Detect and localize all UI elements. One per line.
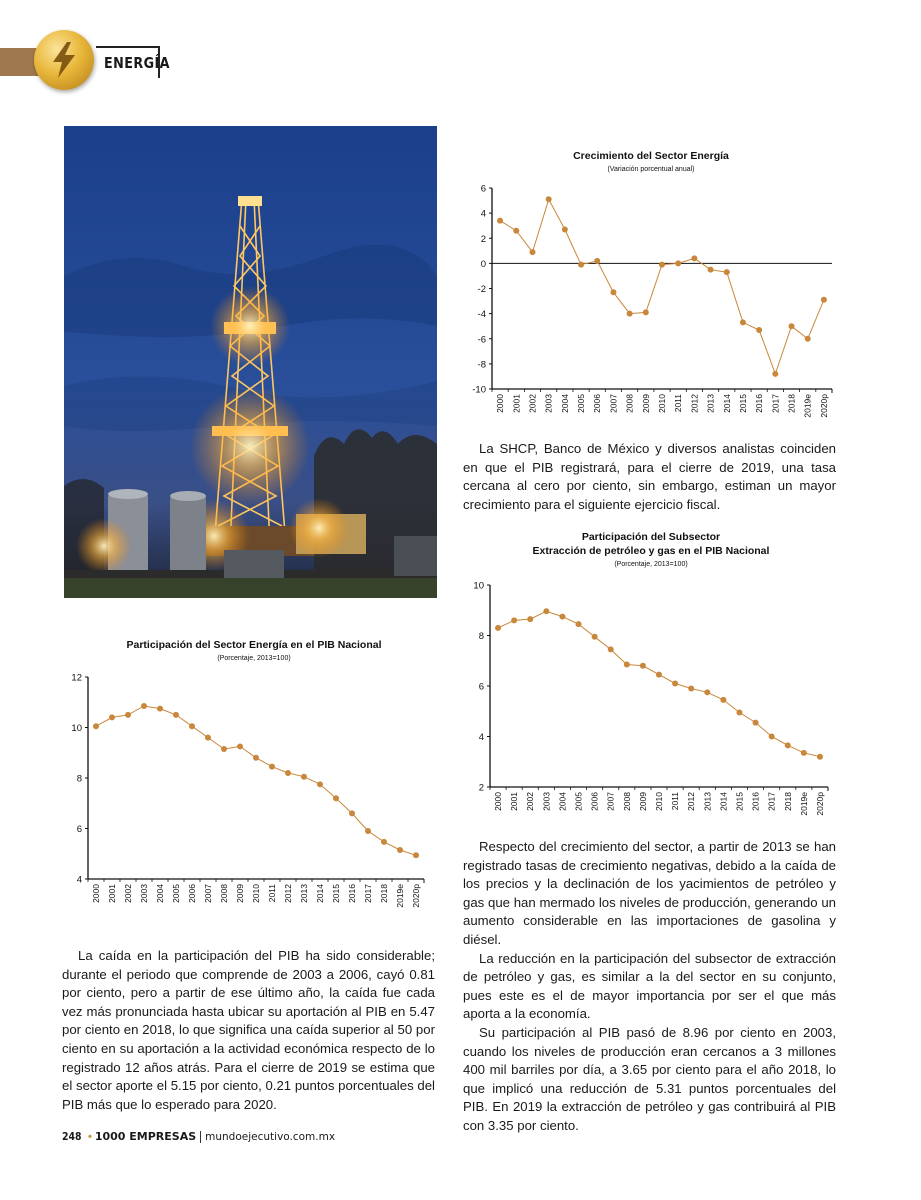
y-tick-label: 8 bbox=[478, 631, 484, 642]
paragraph: Respecto del crecimiento del sector, a partir de 2013 se han registrado tasas de crecimiento negativas, debido a la caída de los precios y la declinación de los yacimientos de petróleo y gas que han mermado los niveles de producción, generando un aumento considerable en las importaciones de gasolina y diésel. bbox=[463, 839, 836, 947]
paragraph: La reducción en la participación del subsector de extracción de petróleo y gas, es similar a la del sector en su conjunto, pues este es el de mayor importancia por ser el que más aporta a la economía. bbox=[463, 950, 836, 1022]
data-point bbox=[576, 621, 582, 627]
x-tick-label: 2011 bbox=[673, 394, 684, 413]
article-text-right-top bbox=[463, 440, 836, 514]
chart-title: Crecimiento del Sector Energía bbox=[573, 150, 729, 162]
x-tick-label: 2007 bbox=[608, 394, 619, 413]
y-tick-label: 6 bbox=[480, 183, 486, 195]
data-point bbox=[704, 689, 710, 695]
y-tick-label: -6 bbox=[477, 334, 486, 346]
x-tick-label: 2006 bbox=[589, 792, 600, 811]
x-tick-label: 2003 bbox=[543, 394, 554, 413]
x-tick-label: 2013 bbox=[299, 884, 309, 903]
x-tick-label: 2009 bbox=[235, 884, 245, 903]
y-tick-label: 4 bbox=[76, 874, 82, 886]
data-point bbox=[317, 781, 323, 787]
x-tick-label: 2003 bbox=[139, 884, 149, 903]
chart-svg bbox=[456, 144, 846, 424]
x-tick-label: 2007 bbox=[203, 884, 213, 903]
y-tick-label: -8 bbox=[477, 359, 486, 371]
y-tick-label: 10 bbox=[473, 580, 484, 592]
data-point bbox=[610, 289, 616, 295]
y-tick-label: -2 bbox=[477, 284, 486, 295]
data-point bbox=[513, 228, 519, 234]
data-point bbox=[740, 319, 746, 325]
x-tick-label: 2016 bbox=[347, 884, 357, 903]
chart-title: Participación del Subsector bbox=[581, 531, 721, 543]
x-tick-label: 2001 bbox=[509, 792, 520, 811]
data-point bbox=[125, 712, 131, 718]
lightning-bolt-icon bbox=[34, 30, 94, 90]
x-tick-label: 2008 bbox=[624, 394, 635, 413]
data-point bbox=[688, 686, 694, 692]
chart-svg bbox=[58, 632, 438, 912]
data-point bbox=[269, 764, 275, 770]
y-tick-label: -4 bbox=[477, 309, 486, 321]
data-point bbox=[349, 810, 355, 816]
data-point bbox=[157, 706, 163, 712]
data-point bbox=[720, 697, 726, 703]
chart-subtitle: (Porcentaje, 2013=100) bbox=[614, 561, 688, 568]
x-tick-label: 2018 bbox=[379, 884, 389, 903]
series-line bbox=[500, 199, 824, 374]
x-tick-label: 2019e bbox=[395, 884, 405, 908]
data-point bbox=[529, 249, 535, 255]
x-tick-label: 2019e bbox=[798, 792, 809, 816]
data-point bbox=[511, 617, 517, 623]
data-point bbox=[562, 226, 568, 232]
x-tick-label: 2005 bbox=[171, 884, 181, 903]
data-point bbox=[624, 662, 630, 668]
data-point bbox=[801, 750, 807, 756]
x-tick-label: 2020p bbox=[411, 884, 421, 908]
website-url: mundoejecutivo.com.mx bbox=[205, 1130, 336, 1143]
x-tick-label: 2014 bbox=[718, 792, 729, 811]
y-tick-label: -10 bbox=[472, 384, 486, 396]
y-tick-label: 0 bbox=[480, 258, 486, 270]
x-tick-label: 2002 bbox=[123, 884, 133, 903]
x-tick-label: 2006 bbox=[187, 884, 197, 903]
magazine-name: 1000 EMPRESAS bbox=[94, 1130, 197, 1143]
data-point bbox=[189, 723, 195, 729]
chart-svg bbox=[456, 524, 846, 824]
x-tick-label: 2007 bbox=[605, 792, 616, 811]
data-point bbox=[497, 218, 503, 224]
data-point bbox=[772, 371, 778, 377]
chart-participacion-subsector bbox=[456, 524, 846, 824]
data-point bbox=[785, 742, 791, 748]
x-tick-label: 2008 bbox=[219, 884, 229, 903]
data-point bbox=[333, 795, 339, 801]
x-tick-label: 2009 bbox=[640, 394, 651, 413]
data-point bbox=[253, 755, 259, 761]
footer-divider bbox=[200, 1131, 201, 1143]
data-point bbox=[672, 680, 678, 686]
x-tick-label: 2013 bbox=[705, 394, 716, 413]
data-point bbox=[594, 258, 600, 264]
x-tick-label: 2011 bbox=[670, 792, 681, 811]
data-point bbox=[753, 720, 759, 726]
x-tick-label: 2000 bbox=[91, 884, 101, 903]
data-point bbox=[675, 260, 681, 266]
chart-participacion-sector-energia bbox=[58, 632, 438, 912]
x-tick-label: 2005 bbox=[576, 394, 587, 413]
data-point bbox=[109, 714, 115, 720]
x-tick-label: 2015 bbox=[737, 394, 748, 413]
y-tick-label: 12 bbox=[71, 672, 82, 684]
x-tick-label: 2004 bbox=[559, 394, 570, 413]
y-tick-label: 10 bbox=[71, 723, 82, 734]
x-tick-label: 2017 bbox=[770, 394, 781, 413]
data-point bbox=[608, 646, 614, 652]
data-point bbox=[413, 852, 419, 858]
data-point bbox=[708, 267, 714, 273]
x-tick-label: 2012 bbox=[689, 394, 700, 413]
x-tick-label: 2011 bbox=[267, 884, 277, 903]
data-point bbox=[397, 847, 403, 853]
chart-title: Participación del Sector Energía en el PIB Nacional bbox=[126, 639, 382, 651]
data-point bbox=[173, 712, 179, 718]
data-point bbox=[543, 608, 549, 614]
data-point bbox=[93, 723, 99, 729]
data-point bbox=[691, 255, 697, 261]
x-tick-label: 2008 bbox=[621, 792, 632, 811]
data-point bbox=[221, 746, 227, 752]
x-tick-label: 2019e bbox=[802, 394, 813, 418]
x-tick-label: 2014 bbox=[315, 884, 325, 903]
y-tick-label: 6 bbox=[478, 681, 484, 693]
data-point bbox=[627, 311, 633, 317]
x-tick-label: 2015 bbox=[734, 792, 745, 811]
x-tick-label: 2012 bbox=[283, 884, 293, 903]
y-tick-label: 4 bbox=[478, 732, 484, 743]
x-tick-label: 2002 bbox=[525, 792, 536, 811]
x-tick-label: 2017 bbox=[363, 884, 373, 903]
paragraph: Su participación al PIB pasó de 8.96 por ciento en 2003, cuando los niveles de producción eran cercanos a 3 millones 400 mil barriles por día, a 3.65 por ciento para el año 2018, lo que implicó una reducción de 5.31 puntos porcentuales del PIB. En 2019 la extracción de petróleo y gas contribuirá al PIB con 3.35 por ciento. bbox=[463, 1024, 836, 1133]
data-point bbox=[659, 262, 665, 268]
paragraph: La SHCP, Banco de México y diversos analistas coinciden en que el PIB registrará, para el cierre de 2019, una tasa cercana al cero por ciento, sin embargo, estiman un mayor crecimiento para el siguiente ejercicio fiscal. bbox=[463, 441, 836, 512]
chart-subtitle: (Porcentaje, 2013=100) bbox=[217, 655, 291, 662]
x-tick-label: 2010 bbox=[251, 884, 261, 903]
data-point bbox=[381, 839, 387, 845]
data-point bbox=[805, 336, 811, 342]
data-point bbox=[141, 703, 147, 709]
data-point bbox=[205, 735, 211, 741]
data-point bbox=[559, 614, 565, 620]
data-point bbox=[237, 743, 243, 749]
x-tick-label: 2009 bbox=[637, 792, 648, 811]
x-tick-label: 2016 bbox=[754, 394, 765, 413]
data-point bbox=[769, 734, 775, 740]
y-tick-label: 8 bbox=[76, 773, 82, 785]
x-tick-label: 2000 bbox=[493, 792, 504, 811]
chart-crecimiento-sector-energia bbox=[456, 144, 846, 424]
data-point bbox=[495, 625, 501, 631]
y-tick-label: 2 bbox=[480, 233, 486, 245]
y-tick-label: 2 bbox=[478, 782, 484, 794]
data-point bbox=[546, 196, 552, 202]
x-tick-label: 2010 bbox=[654, 792, 664, 811]
x-tick-label: 2001 bbox=[511, 394, 522, 413]
x-tick-label: 2000 bbox=[495, 394, 506, 413]
article-text-left bbox=[62, 947, 435, 1114]
x-tick-label: 2003 bbox=[541, 792, 552, 811]
data-point bbox=[736, 710, 742, 716]
x-tick-label: 2018 bbox=[786, 394, 797, 413]
x-tick-label: 2017 bbox=[766, 792, 777, 811]
data-point bbox=[817, 754, 823, 760]
x-tick-label: 2015 bbox=[331, 884, 341, 903]
x-tick-label: 2006 bbox=[592, 394, 603, 413]
article-text-right-bottom bbox=[463, 838, 836, 1136]
x-tick-label: 2004 bbox=[155, 884, 165, 903]
x-tick-label: 2020p bbox=[818, 394, 829, 418]
chart-title-line2: Extracción de petróleo y gas en el PIB Nacional bbox=[532, 545, 770, 557]
data-point bbox=[789, 323, 795, 329]
data-point bbox=[592, 634, 598, 640]
x-tick-label: 2002 bbox=[527, 394, 538, 413]
page-footer bbox=[62, 1130, 335, 1143]
x-tick-label: 2001 bbox=[107, 884, 117, 903]
data-point bbox=[640, 663, 646, 669]
x-tick-label: 2020p bbox=[814, 792, 825, 816]
x-tick-label: 2018 bbox=[782, 792, 793, 811]
data-point bbox=[656, 672, 662, 678]
data-point bbox=[301, 774, 307, 780]
data-point bbox=[756, 327, 762, 333]
x-tick-label: 2014 bbox=[721, 394, 732, 413]
y-tick-label: 6 bbox=[76, 824, 82, 835]
data-point bbox=[643, 309, 649, 315]
footer-bullet: • bbox=[87, 1130, 92, 1143]
x-tick-label: 2005 bbox=[573, 792, 584, 811]
chart-subtitle: (Variación porcentual anual) bbox=[607, 166, 695, 173]
page-number: 248 bbox=[62, 1130, 82, 1143]
x-tick-label: 2012 bbox=[686, 792, 697, 811]
data-point bbox=[365, 828, 371, 834]
section-title: ENERGÍA bbox=[104, 54, 170, 72]
x-tick-label: 2013 bbox=[702, 792, 713, 811]
y-tick-label: 4 bbox=[480, 208, 486, 220]
x-tick-label: 2010 bbox=[657, 394, 667, 413]
data-point bbox=[527, 616, 533, 622]
oil-rig-photo bbox=[64, 126, 437, 598]
paragraph: La caída en la participación del PIB ha sido considerable; durante el periodo que comprende de 2003 a 2006, cayó 0.81 por ciento, pero a partir de ese último año, la caída fue cada vez más pronunciada hasta ubicar su aportación al PIB en 5.47 por ciento en 2018, lo que significa una caída superior al 50 por ciento en su aportación a la actividad económica respecto de lo registrado 12 años atrás. Para el cierre de 2019 se estima que el sector aporte el 5.15 por ciento, 0.21 puntos porcentuales del PIB más que lo esperado para 2020. bbox=[62, 948, 435, 1112]
data-point bbox=[724, 269, 730, 275]
data-point bbox=[578, 262, 584, 268]
data-point bbox=[285, 770, 291, 776]
x-tick-label: 2016 bbox=[750, 792, 761, 811]
data-point bbox=[821, 297, 827, 303]
x-tick-label: 2004 bbox=[557, 792, 568, 811]
